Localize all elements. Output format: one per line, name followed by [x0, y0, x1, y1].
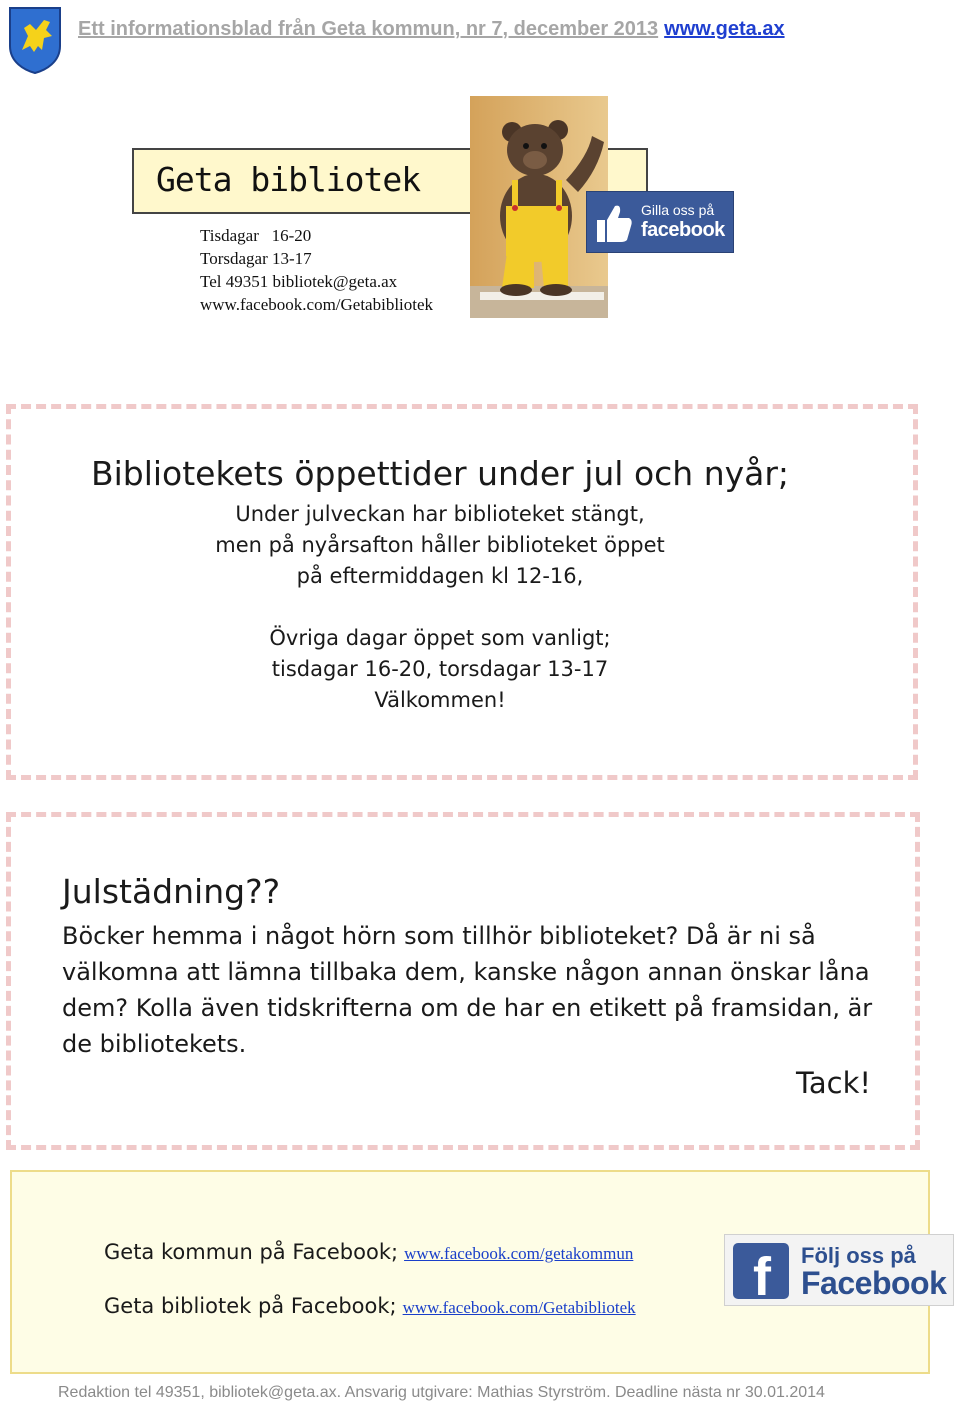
holiday-line-6: Välkommen!	[374, 688, 506, 712]
holiday-line-4: Övriga dagar öppet som vanligt;	[269, 626, 611, 650]
julstadning-title: Julstädning??	[62, 872, 281, 911]
footer-text: Redaktion tel 49351, bibliotek@geta.ax. Ansvarig utgivare: Mathias Styrström. Deadline nästa nr 30.01.2014	[58, 1384, 825, 1401]
library-title: Geta bibliotek	[156, 160, 421, 199]
facebook-kommun-line: Geta kommun på Facebook; www.facebook.com/getakommun	[104, 1240, 634, 1264]
library-contact: Tel 49351 bibliotek@geta.ax	[200, 272, 398, 291]
julstadning-body: Böcker hemma i något hörn som tillhör biblioteket? Då är ni så välkomna att lämna tillbaka dem, kanske någon annan önskar låna dem? Kolla även tidskrifterna om de har en etikett på framsidan, är de bibliotekets.	[62, 922, 873, 1058]
opening-hours-thursday: Torsdagar 13-17	[200, 249, 312, 268]
opening-hours-tuesday: Tisdagar 16-20	[200, 226, 312, 245]
holiday-line-2: men på nyårsafton håller biblioteket öppet	[215, 533, 665, 557]
facebook-kommun-link[interactable]: www.facebook.com/getakommun	[404, 1244, 634, 1263]
holiday-line-3: på eftermiddagen kl 12-16,	[296, 564, 584, 588]
header-subtitle: Ett informationsblad från Geta kommun, nr 7, december 2013 www.geta.ax	[78, 18, 785, 40]
like-us-facebook-badge[interactable]: Gilla oss på facebook	[586, 191, 734, 253]
facebook-bibliotek-line: Geta bibliotek på Facebook; www.facebook.com/Getabibliotek	[104, 1294, 636, 1318]
holiday-line-1: Under julveckan har biblioteket stängt,	[235, 502, 645, 526]
julstadning-thanks: Tack!	[796, 1066, 872, 1100]
holiday-hours-title: Bibliotekets öppettider under jul och nyår;	[90, 454, 790, 493]
coat-of-arms-icon	[8, 6, 62, 74]
library-facebook-url: www.facebook.com/Getabibliotek	[200, 295, 434, 314]
thumbs-up-icon	[593, 200, 633, 244]
header-website-link[interactable]: www.geta.ax	[664, 18, 785, 40]
facebook-bibliotek-link[interactable]: www.facebook.com/Getabibliotek	[402, 1298, 636, 1317]
follow-us-facebook-badge[interactable]: f Följ oss på Facebook	[724, 1234, 954, 1306]
holiday-line-5: tisdagar 16-20, torsdagar 13-17	[271, 657, 609, 681]
library-info	[200, 224, 433, 316]
facebook-f-icon: f	[733, 1243, 789, 1299]
